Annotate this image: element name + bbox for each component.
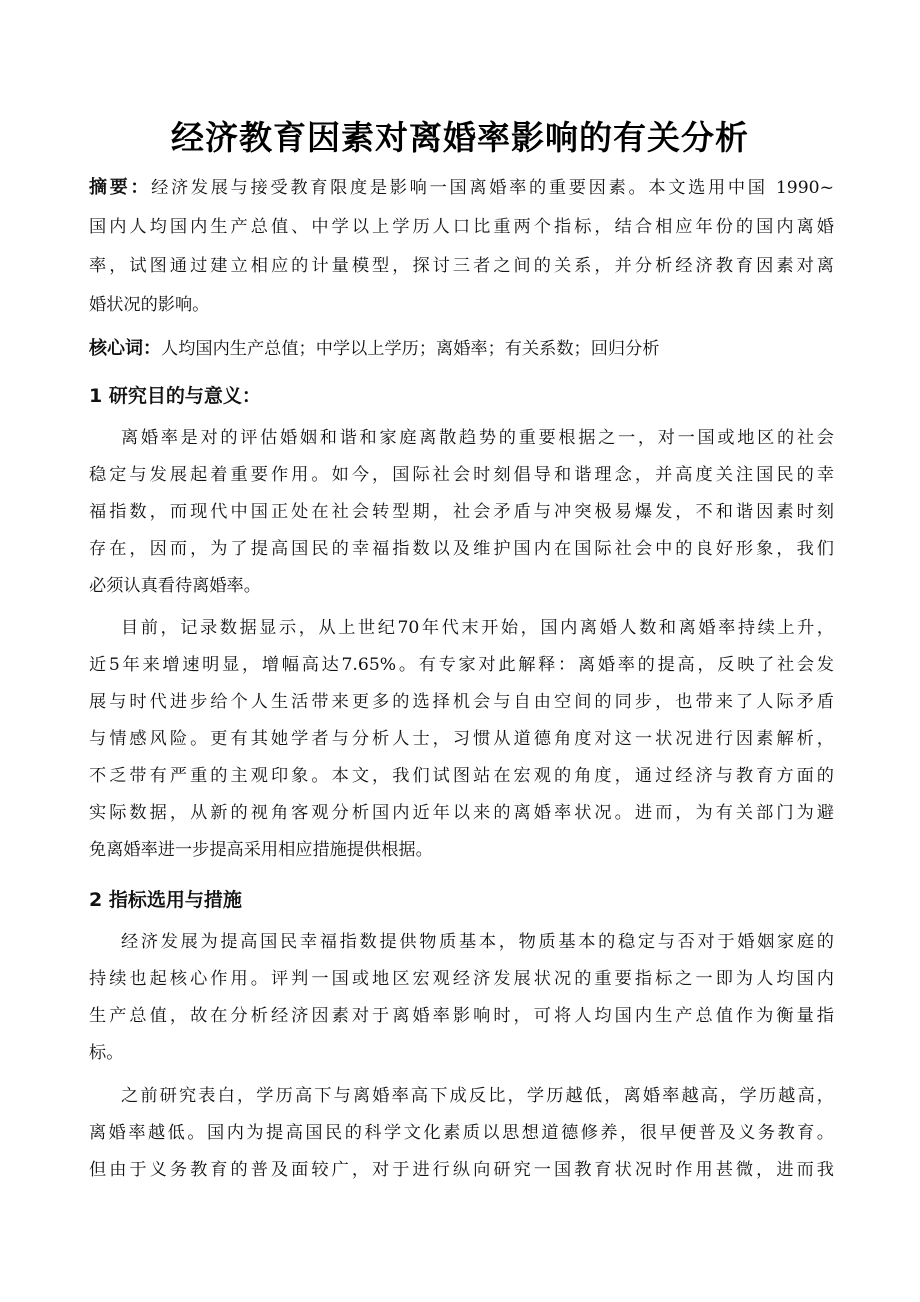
- paragraph-line: 必须认真看待离婚率。: [89, 576, 261, 596]
- abstract-line: [89, 170, 834, 206]
- section-heading: 1 研究目的与意义：: [89, 385, 261, 407]
- keywords-text: 人均国内生产总值；中学以上学历；离婚率；有关系数；回归分析: [161, 339, 660, 359]
- paragraph-line: 免离婚率进一步提高采用相应措施提供根据。: [89, 840, 433, 860]
- paragraph-line: 福指数，而现代中国正处在社会转型期，社会矛盾与冲突极易爆发，不和谐因素时刻: [89, 502, 834, 522]
- abstract-text: 经济发展与接受教育限度是影响一国离婚率的重要因素。本文选用中国 1990~: [151, 178, 835, 198]
- paragraph-line: 持续也起核心作用。评判一国或地区宏观经济发展状况的重要指标之一即为人均国内: [89, 969, 834, 989]
- abstract-line: 国内人均国内生产总值、中学以上学历人口比重两个指标，结合相应年份的国内离婚: [89, 217, 834, 237]
- paragraph-line: 离婚率是对的评估婚姻和谐和家庭离散趋势的重要根据之一，对一国或地区的社会: [121, 428, 834, 448]
- section-heading: 2 指标选用与措施: [89, 889, 242, 911]
- document-title: 经济教育因素对离婚率影响的有关分析: [171, 118, 749, 157]
- paragraph-line: 实际数据，从新的视角客观分析国内近年以来的离婚率状况。进而，为有关部门为避: [89, 803, 834, 823]
- paragraph-line: 与情感风险。更有其她学者与分析人士，习惯从道德角度对这一状况进行因素解析，: [89, 729, 834, 749]
- abstract-label: 摘要：: [89, 177, 152, 198]
- paragraph-line: 不乏带有严重的主观印象。本文，我们试图站在宏观的角度，通过经济与教育方面的: [89, 766, 834, 786]
- paragraph-line: 存在，因而，为了提高国民的幸福指数以及维护国内在国际社会中的良好形象，我们: [89, 539, 834, 559]
- paragraph-line: 稳定与发展起着重要作用。如今，国际社会时刻倡导和谐理念，并高度关注国民的幸: [89, 465, 834, 485]
- keywords-line: [89, 331, 834, 367]
- paragraph-line: 近5年来增速明显，增幅高达7.65%。有专家对此解释：离婚率的提高，反映了社会发: [89, 655, 834, 675]
- paragraph-line: 离婚率越低。国内为提高国民的科学文化素质以思想道德修养，很早便普及义务教育。: [89, 1123, 834, 1143]
- paragraph-line: 经济发展为提高国民幸福指数提供物质基本，物质基本的稳定与否对于婚姻家庭的: [121, 932, 834, 952]
- paragraph-line: 生产总值，故在分析经济因素对于离婚率影响时，可将人均国内生产总值作为衡量指: [89, 1006, 834, 1026]
- paragraph-line: 标。: [89, 1043, 124, 1063]
- abstract-line: 率，试图通过建立相应的计量模型，探讨三者之间的关系，并分析经济教育因素对离: [89, 256, 834, 276]
- abstract-line: 婚状况的影响。: [89, 295, 210, 315]
- paragraph-line: 但由于义务教育的普及面较广，对于进行纵向研究一国教育状况时作用甚微，进而我: [89, 1160, 834, 1180]
- keywords-label: 核心词：: [89, 338, 161, 359]
- paragraph-line: 之前研究表白，学历高下与离婚率高下成反比，学历越低，离婚率越高，学历越高，: [121, 1086, 834, 1106]
- paragraph-line: 目前，记录数据显示，从上世纪70年代末开始，国内离婚人数和离婚率持续上升，: [121, 618, 834, 638]
- paragraph-line: 展与时代进步给个人生活带来更多的选择机会与自由空间的同步，也带来了人际矛盾: [89, 692, 834, 712]
